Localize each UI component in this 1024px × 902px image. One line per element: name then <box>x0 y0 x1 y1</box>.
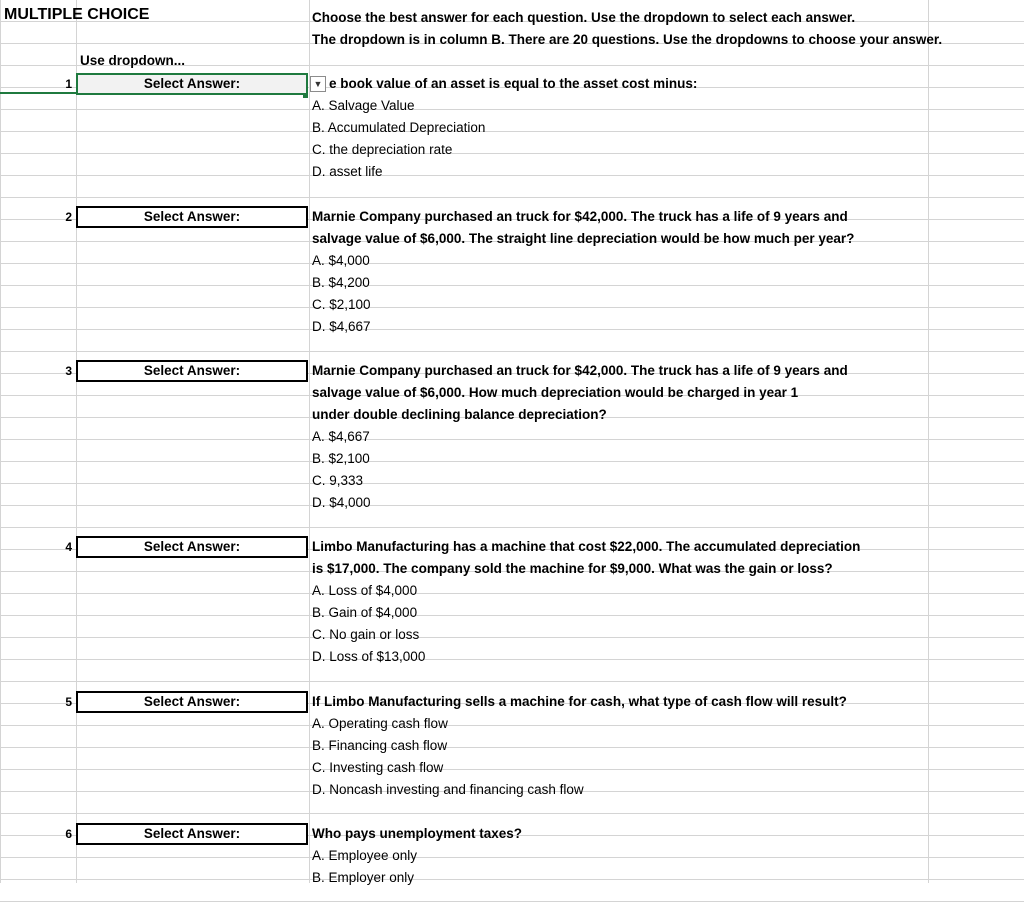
answer-option: A. $4,000 <box>312 253 370 268</box>
answer-option: A. Operating cash flow <box>312 716 448 731</box>
answer-option: B. Employer only <box>312 870 415 885</box>
answer-option: A. Employee only <box>312 848 418 863</box>
active-row-indicator <box>0 92 78 94</box>
grid-row <box>0 110 1024 132</box>
grid-row <box>0 308 1024 330</box>
answer-dropdown-cell[interactable]: Select Answer: <box>76 691 308 713</box>
question-number: 2 <box>65 210 72 224</box>
answer-dropdown-cell[interactable]: Select Answer: <box>76 823 308 845</box>
answer-option: B. $4,200 <box>312 275 370 290</box>
column-b-note: Use dropdown... <box>80 53 186 68</box>
grid-row <box>0 330 1024 352</box>
grid-column-line <box>0 0 1 883</box>
question-text: Who pays unemployment taxes? <box>312 826 523 841</box>
answer-option: D. $4,000 <box>312 495 371 510</box>
question-number: 1 <box>65 77 72 91</box>
answer-option: C. No gain or loss <box>312 627 420 642</box>
question-text: e book value of an asset is equal to the asset cost minus: <box>329 76 698 91</box>
answer-option: D. asset life <box>312 164 383 179</box>
answer-option: C. Investing cash flow <box>312 760 444 775</box>
answer-dropdown-cell[interactable]: Select Answer: <box>76 536 308 558</box>
grid-row <box>0 660 1024 682</box>
grid-row <box>0 506 1024 528</box>
chevron-down-icon[interactable]: ▼ <box>310 76 326 92</box>
grid-row <box>0 154 1024 176</box>
sheet-title: MULTIPLE CHOICE <box>4 6 150 23</box>
grid-row <box>0 484 1024 506</box>
grid-row <box>0 726 1024 748</box>
answer-option: D. Noncash investing and financing cash flow <box>312 782 584 797</box>
question-text: Marnie Company purchased an truck for $42,000. The truck has a life of 9 years and <box>312 209 848 224</box>
grid-row <box>0 462 1024 484</box>
grid-row <box>0 748 1024 770</box>
question-text: is $17,000. The company sold the machine for $9,000. What was the gain or loss? <box>312 561 833 576</box>
question-number: 3 <box>65 364 72 378</box>
question-text: If Limbo Manufacturing sells a machine for cash, what type of cash flow will result? <box>312 694 847 709</box>
answer-option: A. Salvage Value <box>312 98 415 113</box>
answer-dropdown-cell[interactable]: Select Answer: <box>76 73 308 95</box>
question-number: 6 <box>65 827 72 841</box>
grid-column-line <box>309 0 310 883</box>
grid-row <box>0 638 1024 660</box>
answer-option: B. Gain of $4,000 <box>312 605 418 620</box>
answer-dropdown-cell[interactable]: Select Answer: <box>76 360 308 382</box>
answer-option: B. $2,100 <box>312 451 370 466</box>
grid-column-line <box>76 0 77 883</box>
answer-option: B. Financing cash flow <box>312 738 448 753</box>
grid-row <box>0 286 1024 308</box>
instruction-line-2: The dropdown is in column B. There are 20 questions. Use the dropdowns to choose your answer. <box>312 32 943 47</box>
answer-option: C. 9,333 <box>312 473 364 488</box>
answer-option: D. $4,667 <box>312 319 371 334</box>
question-text: Marnie Company purchased an truck for $42,000. The truck has a life of 9 years and <box>312 363 848 378</box>
question-number: 5 <box>65 695 72 709</box>
grid-row <box>0 132 1024 154</box>
grid-row <box>0 594 1024 616</box>
question-text: salvage value of $6,000. The straight line depreciation would be how much per year? <box>312 231 855 246</box>
grid-row <box>0 616 1024 638</box>
answer-option: C. $2,100 <box>312 297 371 312</box>
answer-option: A. Loss of $4,000 <box>312 583 418 598</box>
grid-row <box>0 440 1024 462</box>
fill-handle[interactable] <box>303 93 308 98</box>
grid-row <box>0 858 1024 880</box>
answer-option: B. Accumulated Depreciation <box>312 120 486 135</box>
answer-option: D. Loss of $13,000 <box>312 649 426 664</box>
grid-row <box>0 176 1024 198</box>
grid-column-line <box>928 0 929 883</box>
question-text: salvage value of $6,000. How much depreciation would be charged in year 1 <box>312 385 799 400</box>
answer-dropdown-cell[interactable]: Select Answer: <box>76 206 308 228</box>
instruction-line-1: Choose the best answer for each question. Use the dropdown to select each answer. <box>312 10 856 25</box>
question-text: Limbo Manufacturing has a machine that cost $22,000. The accumulated depreciation <box>312 539 861 554</box>
answer-option: C. the depreciation rate <box>312 142 453 157</box>
question-text: under double declining balance depreciation? <box>312 407 607 422</box>
grid-row <box>0 264 1024 286</box>
answer-option: A. $4,667 <box>312 429 370 444</box>
question-number: 4 <box>65 540 72 554</box>
grid-row <box>0 880 1024 902</box>
